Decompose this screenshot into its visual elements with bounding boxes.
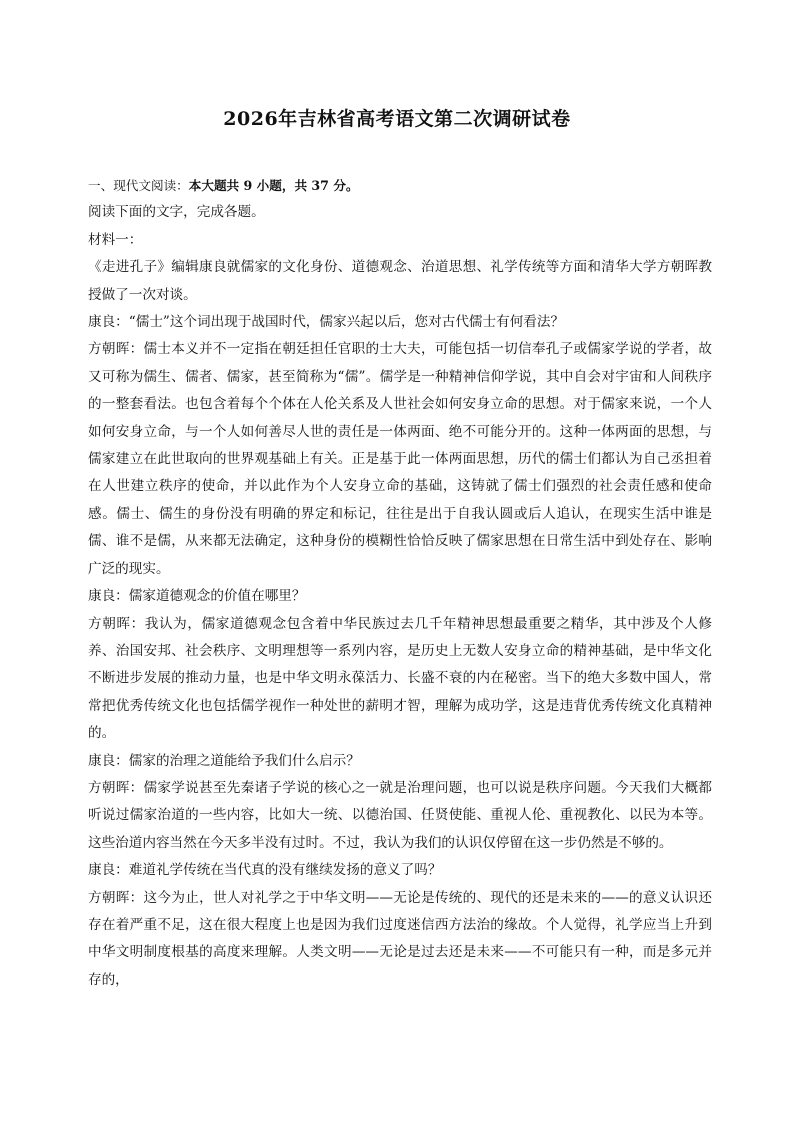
paragraph-question: 康良：儒家的治理之道能给予我们什么启示？ — [88, 752, 360, 769]
paragraph-intro: 《走进孔子》编辑康良就儒家的文化身份、道德观念、治道思想、礼学传统等方面和清华大学方朝晖教授做了一次对谈。 — [88, 259, 712, 303]
paragraph-question: 康良：儒家道德观念的价值在哪里？ — [88, 588, 306, 605]
paragraph-answer: 方朝晖：我认为，儒家道德观念包含着中华民族过去几千年精神思想最重要之精华，其中涉及个人修养、治国安邦、社会秩序、文明理想等一系列内容，是历史上无数人安身立命的精神基础，是中华文化不断进步发展的推动力量，也是中华文明永葆活力、长盛不衰的内在秘密。当下的绝大多数中国人，常常把优秀传统文化也包括儒学视作一种处世的薪明才智，理解为成功学，这是违背优秀传统文化真精神的。 — [88, 615, 712, 742]
section-prefix: 一、现代文阅读： — [88, 178, 189, 193]
paragraph-question: 康良：“儒士”这个词出现于战国时代，儒家兴起以后，您对古代儒士有何看法？ — [88, 314, 565, 331]
section-detail: 本大题共 9 小题，共 37 分。 — [188, 178, 359, 193]
section-heading — [88, 172, 712, 199]
paragraph-material-label: 材料一： — [88, 231, 143, 248]
paragraph-instruction: 阅读下面的文字，完成各题。 — [88, 204, 265, 221]
paragraph-question: 康良：难道礼学传统在当代真的没有继续发扬的意义了吗？ — [88, 862, 442, 879]
paragraph-answer: 方朝晖：儒家学说甚至先秦诸子学说的核心之一就是治理问题，也可以说是秩序问题。今天我们大概都听说过儒家治道的一些内容，比如大一统、以德治国、任贤使能、重视人伦、重视教化、以民为本等。这些治道内容当然在今天多半没有过时。不过，我认为我们的认识仅停留在这一步仍然是不够的。 — [88, 779, 712, 851]
paragraph-answer: 方朝晖：儒士本义并不一定指在朝廷担任官职的士大夫，可能包括一切信奉孔子或儒家学说的学者，故又可称为儒生、儒者、儒家，甚至简称为“儒”。儒学是一种精神信仰学说，其中自会对宇宙和人间秩序的一整套看法。也包含着每个个体在人伦关系及人世社会如何安身立命的思想。对于儒家来说，一个人如何安身立命，与一个人如何善尽人世的责任是一体两面、绝不可能分开的。这种一体两面的思想，与儒家建立在此世取向的世界观基础上有关。正是基于此一体两面思想，历代的儒士们都认为自己丞担着在人世建立秩序的使命，并以此作为个人安身立命的基础，这铸就了儒士们强烈的社会责任感和使命感。儒士、儒生的身份没有明确的界定和标记，往往是出于自我认圆或后人追认，在现实生活中谁是儒、谁不是儒，从来都无法确定，这种身份的模糊性恰恰反映了儒家思想在日常生活中到处存在、影响广泛的现实。 — [88, 341, 712, 577]
page-title: 2026年吉林省高考语文第二次调研试卷 — [223, 108, 571, 130]
document-body — [88, 172, 712, 994]
paragraph-answer: 方朝晖：这今为止，世人对礼学之于中华文明——无论是传统的、现代的还是未来的——的意义认识还存在着严重不足，这在很大程度上也是因为我们过度迷信西方法治的缘故。个人觉得，礼学应当上升到中华文明制度根基的高度来理解。人类文明——无论是过去还是未来——不可能只有一种，而是多元并存的， — [88, 889, 712, 988]
